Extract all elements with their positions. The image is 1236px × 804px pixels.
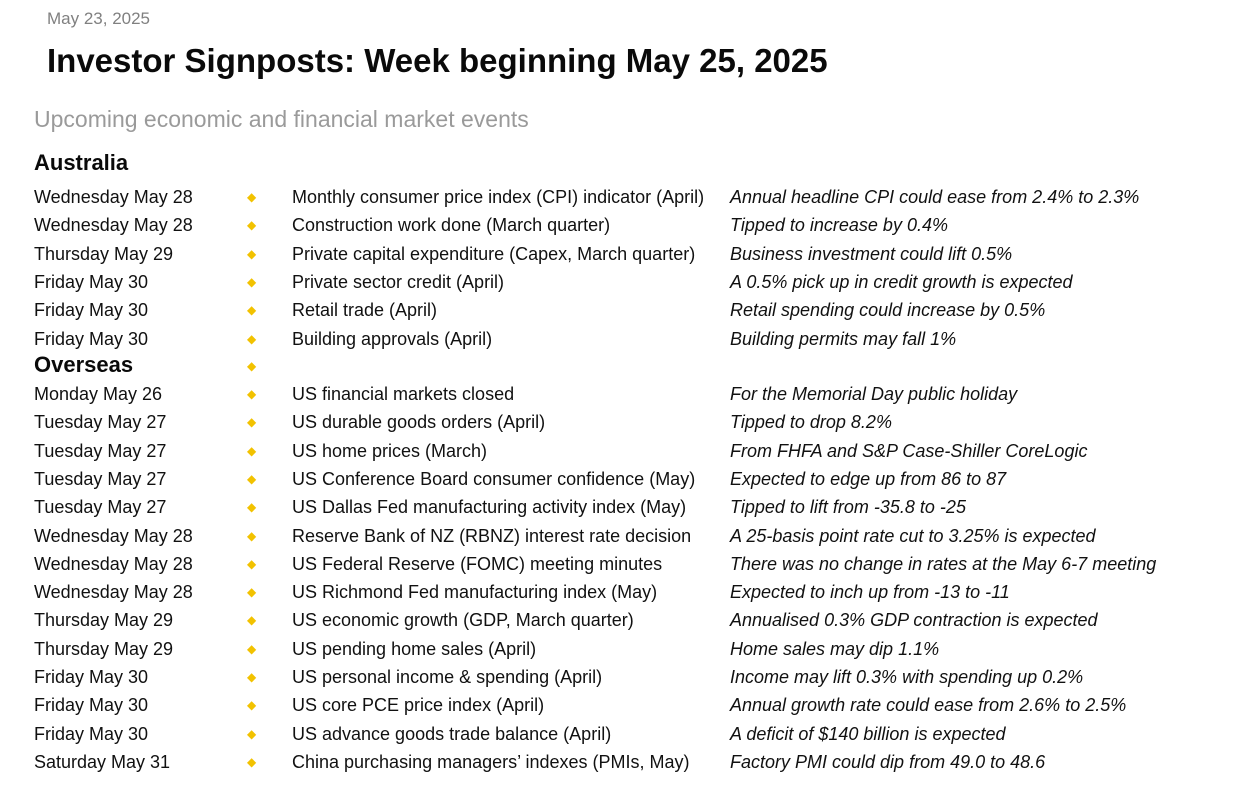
event-note: Factory PMI could dip from 49.0 to 48.6	[730, 751, 1046, 772]
table-row	[0, 183, 1236, 211]
event-name: US Richmond Fed manufacturing index (May)	[292, 582, 658, 603]
diamond-bullet-icon: ◆	[247, 500, 257, 515]
event-note: From FHFA and S&P Case-Shiller CoreLogic	[730, 440, 1088, 461]
event-name: Building approvals (April)	[292, 328, 493, 349]
event-day: Thursday May 29	[34, 610, 174, 631]
event-note: Income may lift 0.3% with spending up 0.2%	[730, 667, 1084, 687]
event-name: Construction work done (March quarter)	[292, 215, 611, 236]
event-name: US financial markets closed	[292, 384, 515, 404]
event-name: China purchasing managers’ indexes (PMIs, May)	[292, 751, 690, 772]
event-name: Reserve Bank of NZ (RBNZ) interest rate decision	[292, 525, 692, 546]
event-name: US Dallas Fed manufacturing activity index (May)	[292, 497, 687, 518]
table-row	[0, 635, 1236, 663]
event-day: Wednesday May 28	[34, 553, 193, 574]
table-row	[0, 380, 1236, 408]
diamond-bullet-icon: ◆	[247, 415, 257, 430]
diamond-bullet-icon: ◆	[247, 754, 257, 769]
event-name: US durable goods orders (April)	[292, 412, 546, 433]
diamond-bullet-icon: ◆	[247, 218, 257, 233]
event-day: Friday May 30	[34, 667, 149, 687]
event-note: Expected to edge up from 86 to 87	[730, 468, 1007, 489]
event-name: US pending home sales (April)	[292, 638, 537, 659]
table-row	[0, 691, 1236, 719]
diamond-bullet-icon: ◆	[247, 471, 257, 486]
event-note: Annualised 0.3% GDP contraction is expected	[730, 610, 1098, 631]
event-name: Private capital expenditure (Capex, March quarter)	[292, 243, 696, 264]
diamond-bullet-icon: ◆	[247, 670, 257, 684]
diamond-bullet-icon: ◆	[247, 641, 257, 656]
table-row	[0, 606, 1236, 634]
event-day: Tuesday May 27	[34, 497, 167, 518]
event-name: US Federal Reserve (FOMC) meeting minutes	[292, 553, 663, 574]
event-name: US economic growth (GDP, March quarter)	[292, 610, 634, 631]
diamond-bullet-icon: ◆	[247, 613, 257, 628]
diamond-bullet-icon: ◆	[247, 698, 257, 713]
section-heading-australia: Australia	[34, 150, 129, 175]
event-day: Thursday May 29	[34, 638, 174, 659]
event-note: Retail spending could increase by 0.5%	[730, 300, 1046, 321]
table-row	[0, 437, 1236, 465]
diamond-bullet-icon: ◆	[247, 303, 257, 318]
event-day: Wednesday May 28	[34, 187, 193, 207]
event-day: Wednesday May 28	[34, 215, 193, 236]
event-name: US core PCE price index (April)	[292, 695, 545, 716]
event-name: US home prices (March)	[292, 440, 488, 461]
event-day: Thursday May 29	[34, 243, 174, 264]
table-row	[0, 465, 1236, 493]
event-note: There was no change in rates at the May 6-7 meeting	[730, 553, 1157, 574]
table-row	[0, 296, 1236, 324]
section-bullet	[0, 352, 1236, 380]
event-day: Friday May 30	[34, 695, 149, 716]
event-note: Tipped to lift from -35.8 to -25	[730, 497, 966, 518]
event-name: US personal income & spending (April)	[292, 667, 603, 687]
event-note: A deficit of $140 billion is expected	[730, 723, 1006, 744]
diamond-bullet-icon: ◆	[247, 190, 257, 204]
event-note: A 0.5% pick up in credit growth is expected	[730, 271, 1073, 292]
diamond-bullet-icon: ◆	[247, 359, 257, 373]
event-day: Friday May 30	[34, 271, 149, 292]
report-date: May 23, 2025	[47, 9, 151, 28]
event-day: Wednesday May 28	[34, 582, 193, 603]
table-row	[0, 408, 1236, 436]
table-row	[0, 493, 1236, 521]
table-row	[0, 268, 1236, 296]
event-name: US Conference Board consumer confidence (May)	[292, 468, 696, 489]
page-subtitle: Upcoming economic and financial market events	[34, 106, 529, 132]
table-row	[0, 211, 1236, 239]
event-day: Saturday May 31	[34, 751, 171, 772]
diamond-bullet-icon: ◆	[247, 331, 257, 346]
diamond-bullet-icon: ◆	[247, 274, 257, 289]
event-day: Friday May 30	[34, 300, 149, 321]
event-name: US advance goods trade balance (April)	[292, 723, 612, 744]
diamond-bullet-icon: ◆	[247, 443, 257, 458]
event-day: Friday May 30	[34, 328, 149, 349]
table-row	[0, 325, 1236, 353]
event-name: Monthly consumer price index (CPI) indicator (April)	[292, 187, 705, 207]
event-note: Home sales may dip 1.1%	[730, 638, 940, 659]
diamond-bullet-icon: ◆	[247, 387, 257, 401]
table-row	[0, 748, 1236, 776]
diamond-bullet-icon: ◆	[247, 528, 257, 543]
diamond-bullet-icon: ◆	[247, 556, 257, 571]
section-heading-overseas: Overseas	[34, 352, 134, 377]
event-note: Building permits may fall 1%	[730, 328, 957, 349]
table-row	[0, 578, 1236, 606]
event-note: A 25-basis point rate cut to 3.25% is expected	[730, 525, 1096, 546]
event-day: Wednesday May 28	[34, 525, 193, 546]
event-note: Tipped to increase by 0.4%	[730, 215, 948, 236]
event-note: For the Memorial Day public holiday	[730, 384, 1018, 404]
event-day: Tuesday May 27	[34, 468, 167, 489]
table-row	[0, 720, 1236, 748]
event-day: Monday May 26	[34, 384, 163, 404]
event-day: Tuesday May 27	[34, 440, 167, 461]
table-row	[0, 240, 1236, 268]
event-name: Retail trade (April)	[292, 300, 438, 321]
table-row	[0, 550, 1236, 578]
event-name: Private sector credit (April)	[292, 271, 505, 292]
event-day: Tuesday May 27	[34, 412, 167, 433]
diamond-bullet-icon: ◆	[247, 726, 257, 741]
page-title: Investor Signposts: Week beginning May 25, 2025	[47, 42, 828, 79]
event-note: Annual headline CPI could ease from 2.4% to 2.3%	[730, 187, 1140, 207]
diamond-bullet-icon: ◆	[247, 585, 257, 600]
table-row	[0, 522, 1236, 550]
table-row	[0, 663, 1236, 691]
event-note: Annual growth rate could ease from 2.6% to 2.5%	[730, 695, 1127, 716]
event-note: Expected to inch up from -13 to -11	[730, 582, 1010, 603]
event-note: Tipped to drop 8.2%	[730, 412, 892, 433]
diamond-bullet-icon: ◆	[247, 246, 257, 261]
event-day: Friday May 30	[34, 723, 149, 744]
event-note: Business investment could lift 0.5%	[730, 243, 1013, 264]
